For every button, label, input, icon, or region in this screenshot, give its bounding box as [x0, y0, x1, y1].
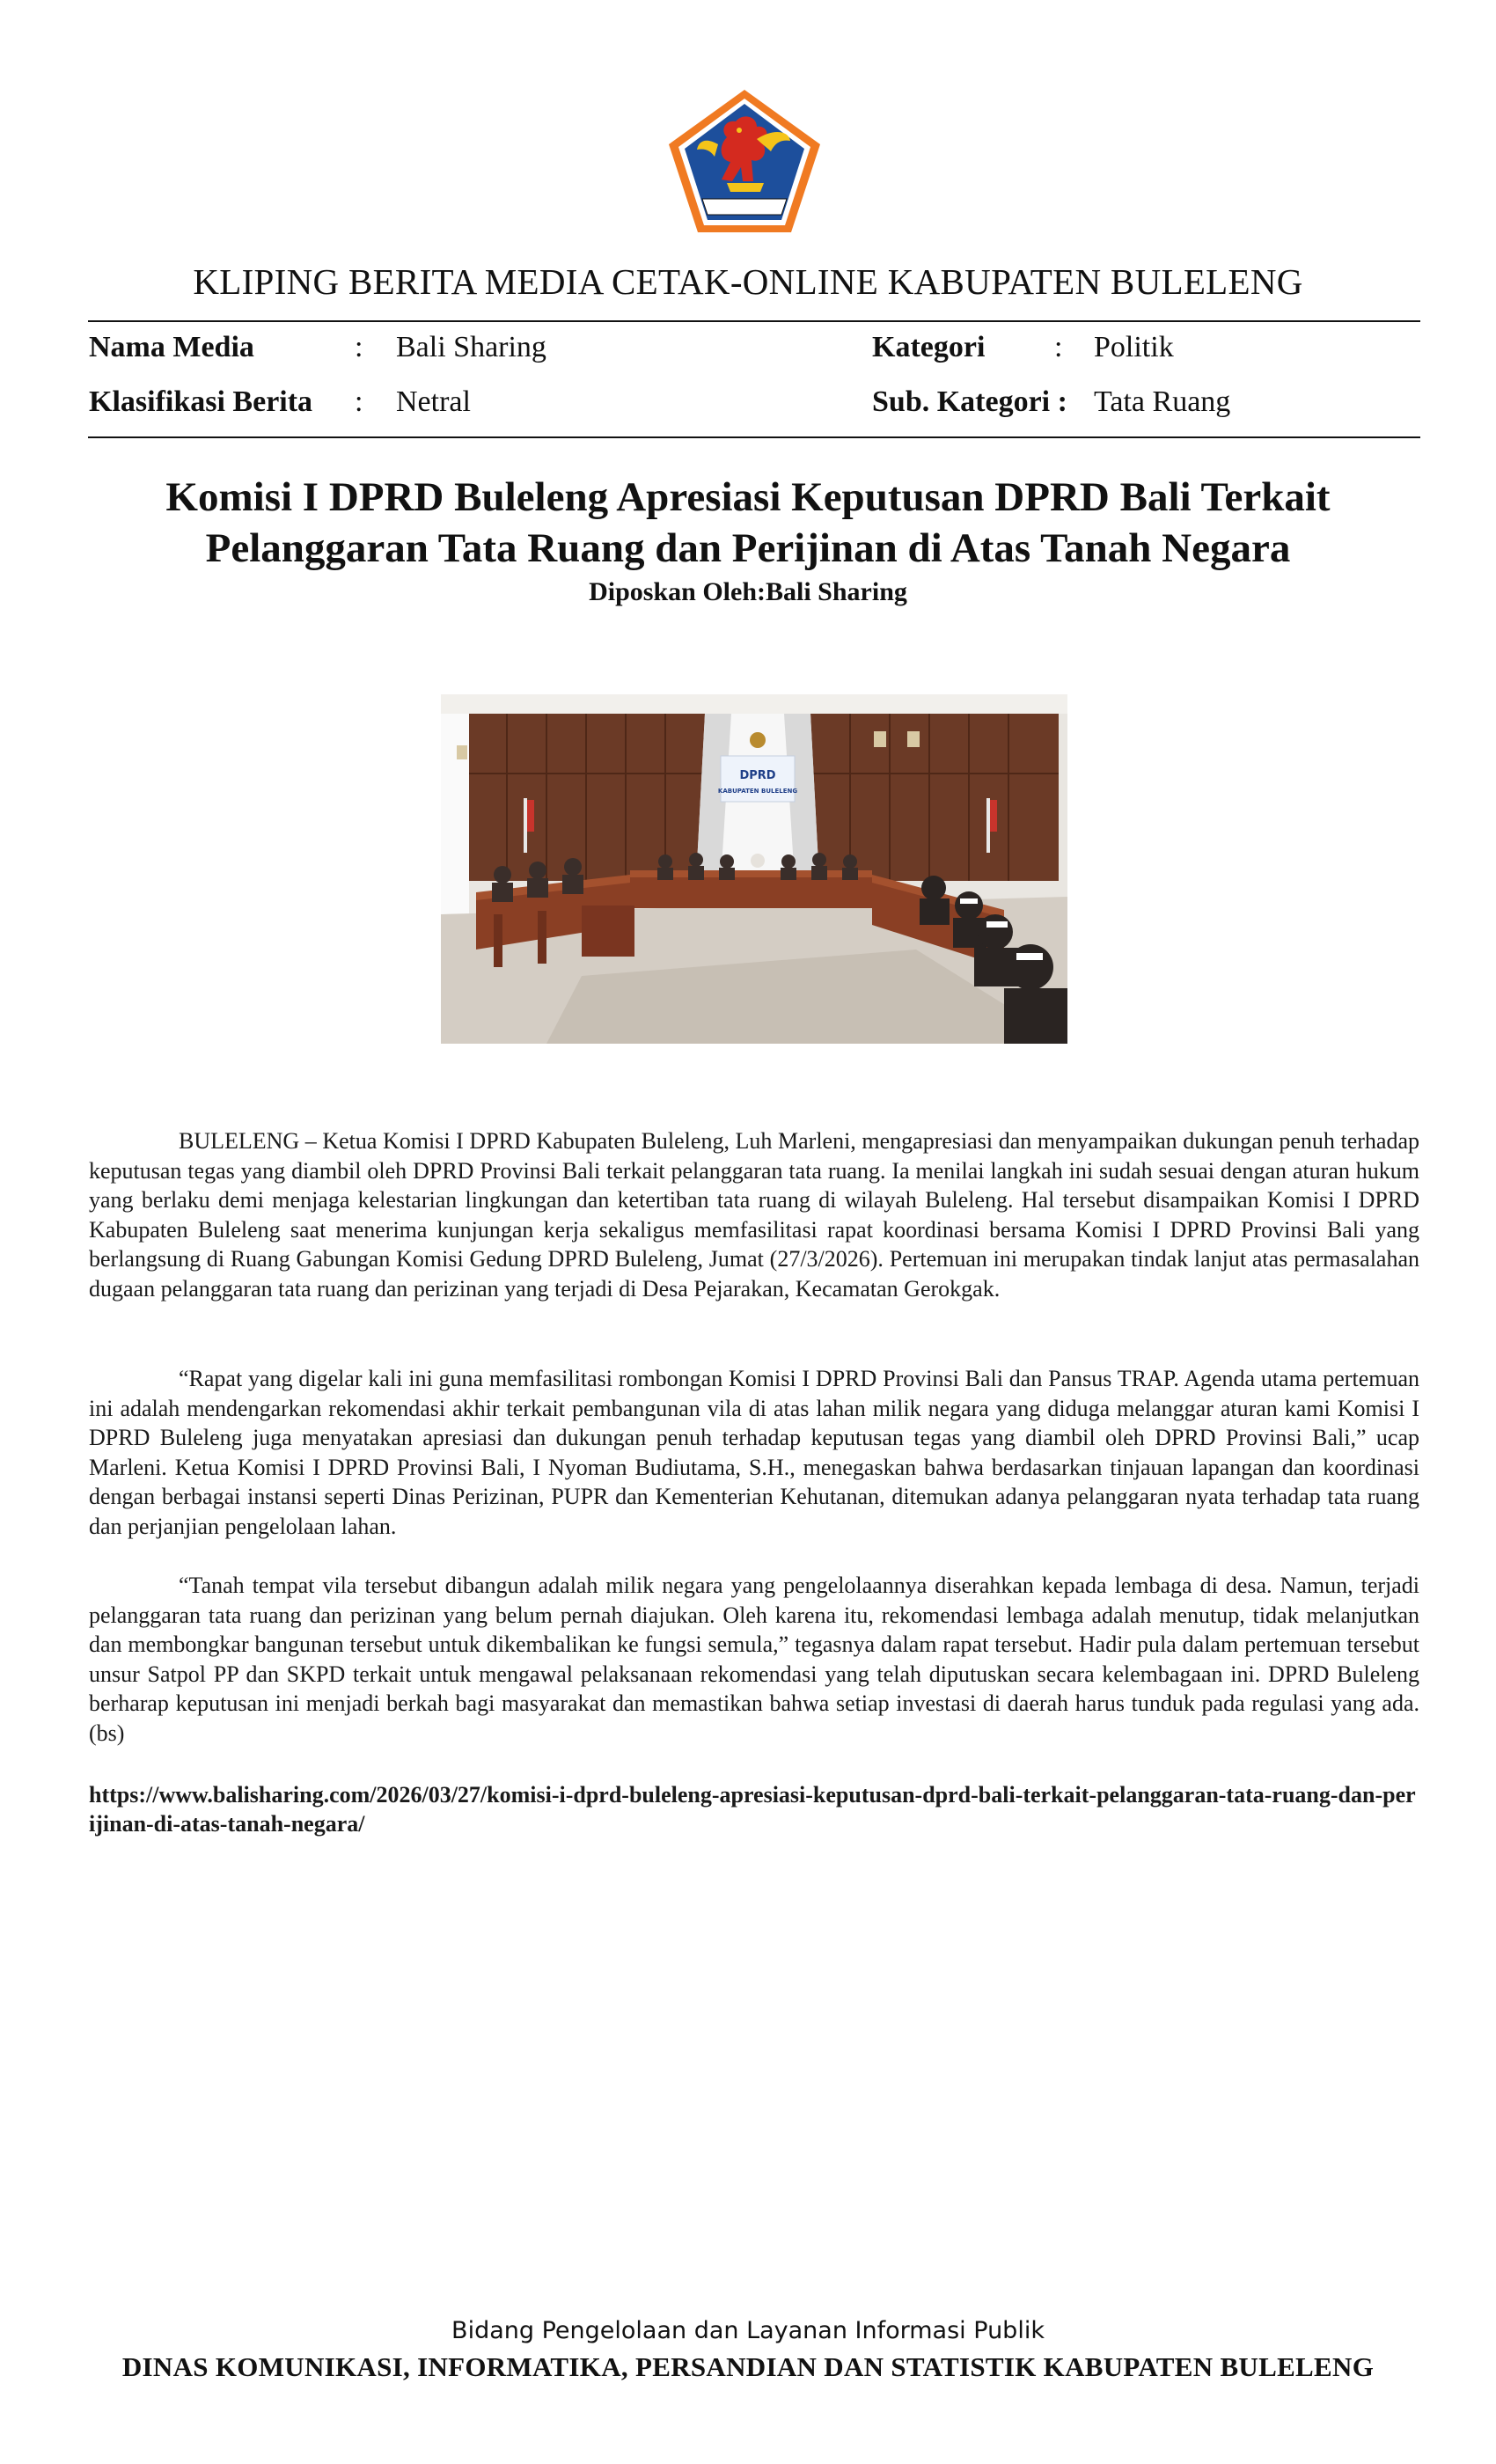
header-divider-bottom: [88, 436, 1420, 438]
sub-category-value: Tata Ruang: [1094, 385, 1231, 418]
article-paragraph-3: “Tanah tempat vila tersebut dibangun adalah milik negara yang pengelolaannya diserahkan kepada lembaga di desa. Namun, terjadi pelanggaran tata ruang dan perizinan yang belum pernah diajukan. Oleh karena itu, rekomendasi lembaga adalah menutup, tidak melanjutkan dan membongkar bangunan tersebut untuk dikembalikan ke fungsi semula,” tegasnya dalam rapat tersebut. Hadir pula dalam pertemuan tersebut unsur Satpol PP dan SKPD terkait untuk mengawal pelaksanaan rekomendasi yang telah diputuskan secara kelembagaan ini. DPRD Buleleng berharap keputusan ini menjadi berkah bagi masyarakat dan memastikan bahwa setiap investasi di daerah harus tunduk pada regulasi yang ada. (bs): [89, 1573, 1419, 1746]
footer-agency: DINAS KOMUNIKASI, INFORMATIKA, PERSANDIAN DAN STATISTIK KABUPATEN BULELENG: [121, 2351, 1375, 2382]
source-url-link[interactable]: https://www.balisharing.com/2026/03/27/komisi-i-dprd-buleleng-apresiasi-keputusan-dprd-bali-terkait-pelanggaran-tata-ruang-dan-perijinan-di-atas-tanah-negara/: [89, 1782, 1416, 1837]
article-title: [106, 472, 1390, 574]
regency-emblem-logo: [665, 86, 824, 236]
article-paragraph-1: BULELENG – Ketua Komisi I DPRD Kabupaten Buleleng, Luh Marleni, mengapresiasi dan menyampaikan dukungan penuh terhadap keputusan tegas yang diambil oleh DPRD Provinsi Bali terkait pelanggaran tata ruang. Ia menilai langkah ini sudah sesuai dengan aturan hukum yang berlaku demi menjaga kelestarian lingkungan dan ketertiban tata ruang di wilayah Buleleng. Hal tersebut disampaikan Komisi I DPRD Kabupaten Buleleng saat menerima kunjungan kerja sekaligus memfasilitasi rapat koordinasi bersama Komisi I DPRD Provinsi Bali yang berlangsung di Ruang Gabungan Komisi Gedung DPRD Buleleng, Jumat (27/3/2026). Pertemuan ini merupakan tindak lanjut atas permasalahan dugaan pelanggaran tata ruang dan perizinan yang terjadi di Desa Pejarakan, Kecamatan Gerokgak.: [89, 1128, 1419, 1302]
classification-value: Netral: [396, 385, 471, 418]
photo-sign-dprd: DPRD: [739, 769, 776, 782]
media-label: Nama Media: [89, 331, 254, 363]
category-value: Politik: [1094, 331, 1174, 363]
classification-label: Klasifikasi Berita: [89, 385, 313, 418]
article-title-line-2: Pelanggaran Tata Ruang dan Perijinan di Atas Tanah Negara: [205, 525, 1291, 571]
media-separator: :: [355, 331, 363, 363]
article-title-line-1: Komisi I DPRD Buleleng Apresiasi Keputusan DPRD Bali Terkait: [165, 474, 1331, 520]
document-title: KLIPING BERITA MEDIA CETAK-ONLINE KABUPATEN BULELENG: [193, 261, 1303, 302]
photo-sign-kabupaten: KABUPATEN BULELENG: [717, 788, 798, 795]
header-divider-top: [88, 320, 1420, 322]
article-photo: [441, 694, 1067, 1044]
category-separator: :: [1054, 331, 1063, 363]
sub-category-label: Sub. Kategori :: [872, 385, 1067, 418]
singa-ambara-raja-emblem-icon: [665, 86, 824, 236]
footer-division: Bidang Pengelolaan dan Layanan Informasi Publik: [451, 2317, 1045, 2344]
media-value: Bali Sharing: [396, 331, 546, 363]
article-byline: Diposkan Oleh:Bali Sharing: [589, 577, 907, 606]
article-paragraph-2: “Rapat yang digelar kali ini guna memfasilitasi rombongan Komisi I DPRD Provinsi Bali dan Pansus TRAP. Agenda utama pertemuan ini adalah mendengarkan rekomendasi akhir terkait pembangunan vila di atas lahan milik negara yang diduga melanggar aturan kami Komisi I DPRD Buleleng juga menyatakan apresiasi dan dukungan penuh terhadap keputusan tegas yang diambil oleh DPRD Provinsi Bali,” ucap Marleni. Ketua Komisi I DPRD Provinsi Bali, I Nyoman Budiutama, S.H., menegaskan bahwa berdasarkan tinjauan lapangan dan koordinasi dengan berbagai instansi seperti Dinas Perizinan, PUPR dan Kementerian Kehutanan, ditemukan adanya pelanggaran nyata terhadap tata ruang dan perjanjian pengelolaan lahan.: [89, 1366, 1419, 1539]
classification-separator: :: [355, 385, 363, 418]
category-label: Kategori: [872, 331, 986, 363]
